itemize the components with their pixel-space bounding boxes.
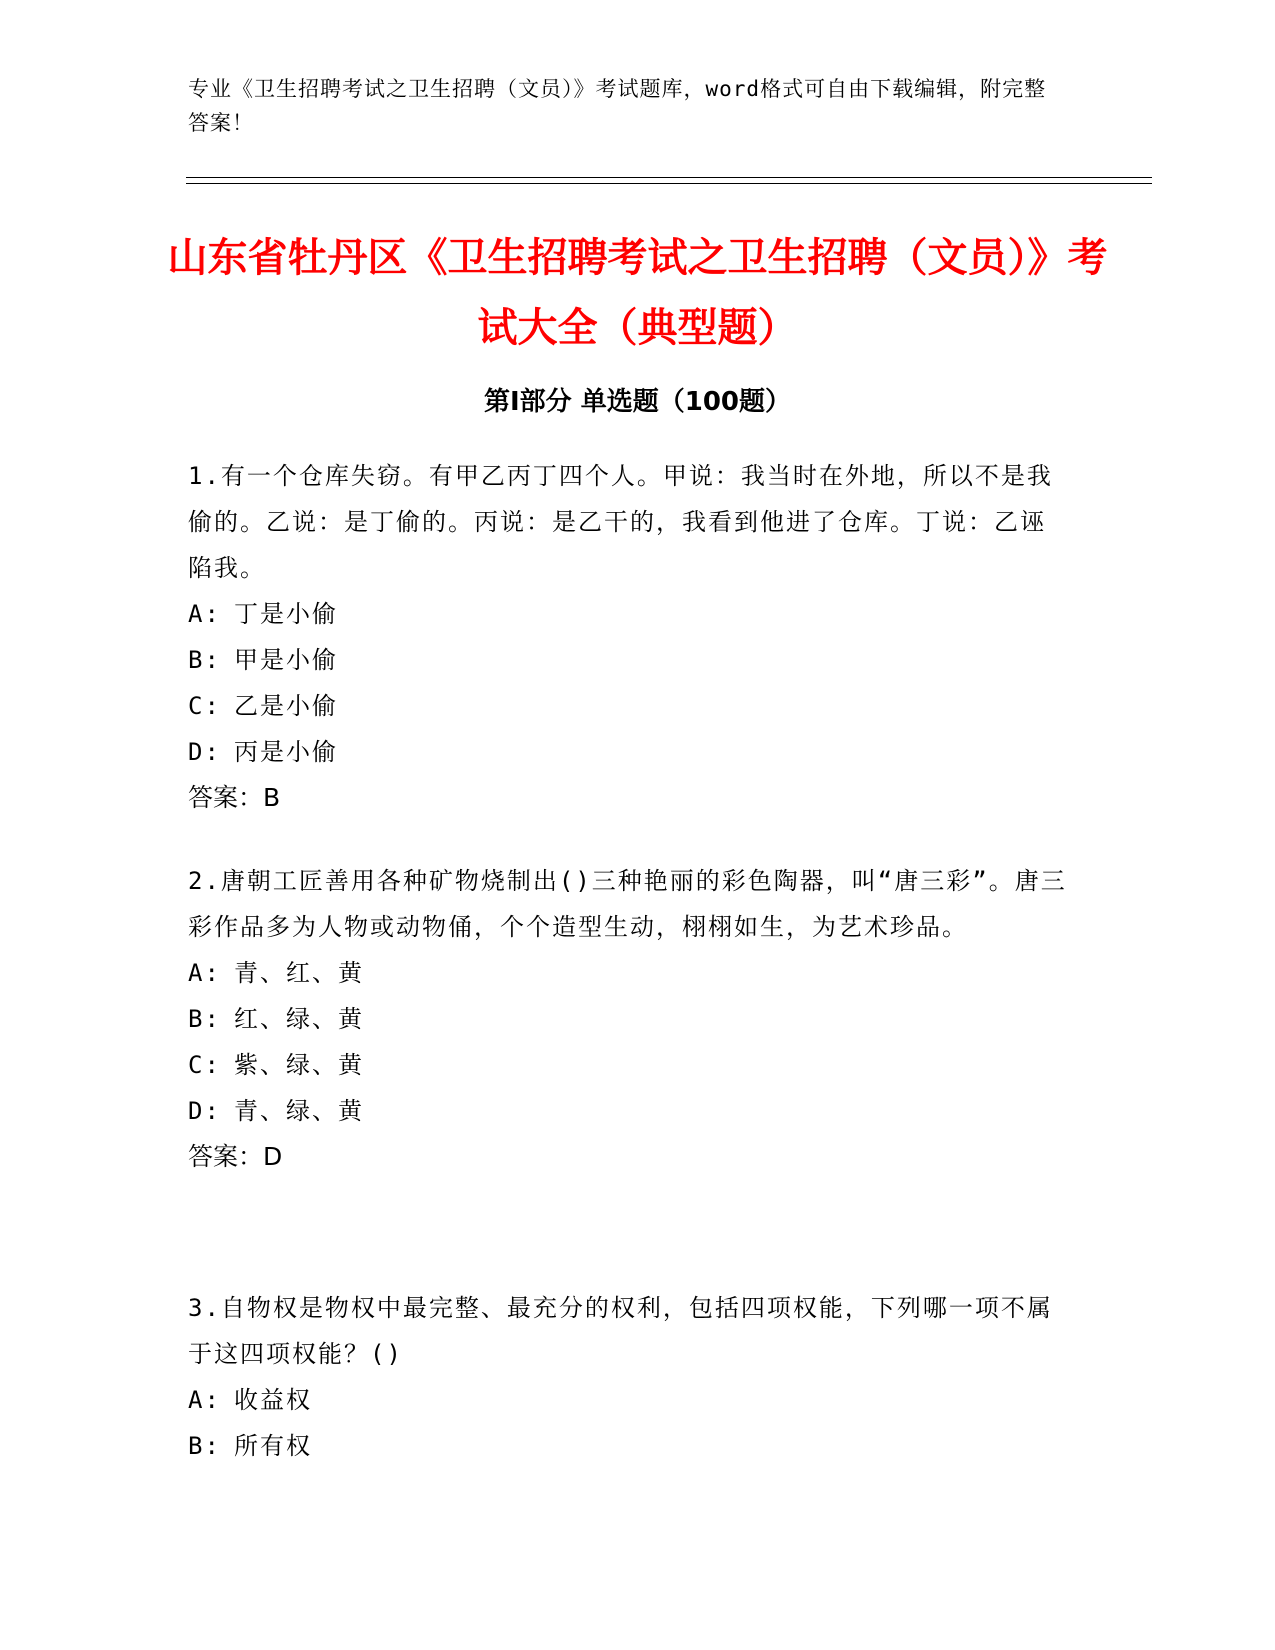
- option-letter: A:: [188, 600, 221, 628]
- option-b: [188, 637, 1068, 683]
- option-text: 收益权: [234, 1386, 312, 1414]
- header-rule-top: [186, 177, 1152, 178]
- option-letter: B:: [188, 1432, 221, 1460]
- option-a: [188, 1377, 1068, 1423]
- option-b: [188, 1423, 1068, 1469]
- answer: 答案：D: [188, 1142, 283, 1171]
- option-text: 丙是小偷: [234, 738, 338, 766]
- option-letter: B:: [188, 646, 221, 674]
- option-text: 紫、绿、黄: [234, 1051, 364, 1079]
- header-note: 专业《卫生招聘考试之卫生招聘（文员）》考试题库，word格式可自由下载编辑，附完整答案！: [188, 77, 1047, 135]
- option-text: 青、绿、黄: [234, 1097, 364, 1125]
- document-title: 山东省牡丹区《卫生招聘考试之卫生招聘（文员）》考试大全（典型题）: [167, 235, 1108, 351]
- option-a: [188, 591, 1068, 637]
- option-d: [188, 729, 1068, 775]
- option-text: 乙是小偷: [234, 692, 338, 720]
- option-text: 甲是小偷: [234, 646, 338, 674]
- option-letter: A:: [188, 959, 221, 987]
- question-2: [188, 858, 1068, 1180]
- question-1: [188, 453, 1068, 821]
- option-text: 所有权: [234, 1432, 312, 1460]
- question-3: [188, 1285, 1068, 1469]
- question-text: 1.有一个仓库失窃。有甲乙丙丁四个人。甲说：我当时在外地，所以不是我偷的。乙说：是丁偷的。丙说：是乙干的，我看到他进了仓库。丁说：乙诬陷我。: [188, 462, 1053, 582]
- option-c: [188, 1042, 1068, 1088]
- option-letter: D:: [188, 738, 221, 766]
- answer: 答案：B: [188, 783, 281, 812]
- option-text: 青、红、黄: [234, 959, 364, 987]
- option-b: [188, 996, 1068, 1042]
- option-text: 红、绿、黄: [234, 1005, 364, 1033]
- option-letter: C:: [188, 1051, 221, 1079]
- option-letter: A:: [188, 1386, 221, 1414]
- option-a: [188, 950, 1068, 996]
- question-text: 3.自物权是物权中最完整、最充分的权利，包括四项权能，下列哪一项不属于这四项权能？(): [188, 1294, 1053, 1368]
- option-letter: D:: [188, 1097, 221, 1125]
- question-text: 2.唐朝工匠善用各种矿物烧制出()三种艳丽的彩色陶器，叫“唐三彩”。唐三彩作品多为人物或动物俑，个个造型生动，栩栩如生，为艺术珍品。: [188, 867, 1067, 941]
- option-c: [188, 683, 1068, 729]
- header-rule-bottom: [186, 183, 1152, 184]
- option-text: 丁是小偷: [234, 600, 338, 628]
- option-d: [188, 1088, 1068, 1134]
- section-heading: 第Ⅰ部分 单选题（100题）: [484, 387, 791, 417]
- option-letter: C:: [188, 692, 221, 720]
- option-letter: B:: [188, 1005, 221, 1033]
